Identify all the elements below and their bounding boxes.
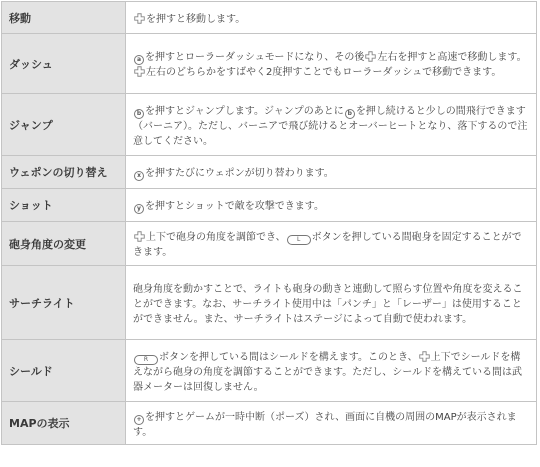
row-label: ジャンプ (2, 94, 126, 155)
description-text: 左右のどちらかをすばやく2度押すことでもローラーダッシュで移動できます。 (146, 67, 502, 78)
dpad-icon (365, 51, 376, 62)
row-label: ショット (2, 189, 126, 221)
table-row (2, 340, 536, 402)
description-text: を押すとローラーダッシュモードになり、その後 (145, 52, 365, 63)
description-text: 上下でシールドを構えながら砲身の角度を調節することができます。ただし、シールドを構えている間は武器メーターは回復しません。 (133, 351, 522, 393)
row-label: シールド (2, 340, 126, 401)
plus-button-icon: + (134, 415, 144, 425)
x-button-icon: x (134, 171, 144, 181)
row-label: ダッシュ (2, 34, 126, 93)
row-description (126, 222, 536, 265)
dpad-icon (134, 231, 145, 242)
description-text: を押すたびにウェポンが切り替わります。 (145, 168, 334, 179)
dpad-icon (134, 13, 145, 24)
l-button-icon: L (287, 235, 311, 245)
row-description (126, 2, 536, 33)
dpad-icon (419, 351, 430, 362)
row-label: 砲身角度の変更 (2, 222, 126, 265)
table-row (2, 2, 536, 34)
table-row (2, 266, 536, 340)
description-text: を押すと移動します。 (146, 13, 246, 25)
row-label: ウェポンの切り替え (2, 156, 126, 188)
row-description (126, 94, 536, 155)
description-text: 砲身角度を動かすことで、ライトも砲身の動きと連動して照らす位置や角度を変えることができます。なお、サーチライト使用中は「パンチ」と「レーザー」は使用することができません。また、サーチライトはステージによって自動で使われます。 (133, 283, 523, 325)
description-text: ボタンを押している間砲身を固定することができます。 (133, 232, 522, 258)
b-button-icon: b (345, 109, 355, 119)
description-text: を押すとゲームが一時中断（ポーズ）され、画面に自機の周囲のMAPが表示されます。 (133, 411, 517, 438)
description-text: 左右を押すと高速で移動します。 (377, 52, 527, 63)
table-row (2, 94, 536, 156)
row-description (126, 266, 536, 339)
description-text: を押すとジャンプします。ジャンプのあとに (145, 105, 344, 117)
controls-table (1, 1, 537, 445)
description-text: を押すとショットで敵を攻撃できます。 (145, 201, 324, 212)
table-row (2, 402, 536, 445)
description-text: を押し続けると少しの間飛行できます（バーニア）。ただし、バーニアで飛び続けるとオーバーヒートとなり、落下するので注意してください。 (133, 105, 528, 147)
row-label: MAPの表示 (2, 402, 126, 444)
row-description (126, 34, 536, 93)
row-label: 移動 (2, 2, 126, 33)
b-button-icon: b (134, 109, 144, 119)
row-label: サーチライト (2, 266, 126, 339)
table-row (2, 34, 536, 94)
row-description (126, 402, 536, 444)
y-button-icon: y (134, 204, 144, 214)
r-button-icon: R (134, 355, 158, 365)
table-row (2, 156, 536, 189)
row-description (126, 156, 536, 188)
row-description (126, 189, 536, 221)
dpad-icon (134, 66, 145, 77)
a-button-icon: a (134, 55, 144, 65)
table-row (2, 189, 536, 222)
description-text: 上下で砲身の角度を調節でき、 (146, 232, 286, 243)
description-text: ボタンを押している間はシールドを構えます。このとき、 (159, 351, 418, 363)
row-description (126, 340, 536, 401)
table-row (2, 222, 536, 266)
